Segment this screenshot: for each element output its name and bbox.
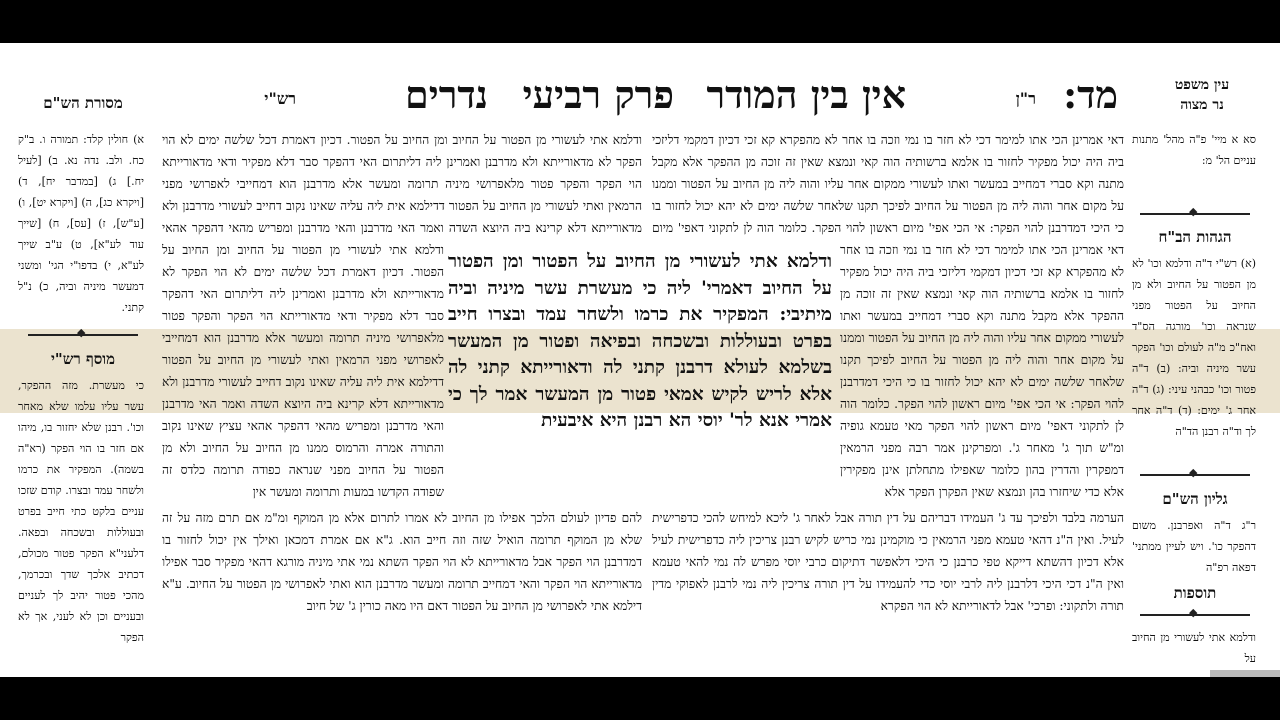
section-divider <box>1140 210 1250 218</box>
rashi-paragraph-side: ודלמא אתי לעשורי מן הפטור על החיוב ומן החיוב על הפטור. דכיון דאמרת דכל שלשה ימים לא הוי הפקר לא מדאורייתא ולא מדרבנן ואמרינן ליה דליתרום האי דהפקר סבר דלא מפקיר ודאי מדאורייתא הוי הפקר והפקר פטור מלאפרושי מיניה תרומה ומעשר אלא מדרבנן הוא דמחייבי לאפרושי מפני הרמאין ואתי לעשורי מן החיוב על הפטור דדילמא אית ליה עליה שאינו נקוב דחייב לעשורי מדרבנן ולא מדאורייתא דלא קרינא ביה היוצא השדה ואמר האי מדרבנן והאי מדרבנן ומפריש מהאי דהפקר אהאי עציץ שאינו נקוב והתורה אמרה והרמוס ממנו מן החיוב על החיוב ולא מן הפטור על החיוב מפני שנראה כפודה תרומה כלדס זה שפודה הקדשו במעות ותרומה ומעשר אין <box>162 243 444 499</box>
section-divider <box>1140 611 1250 619</box>
ran-text-top <box>652 129 1124 239</box>
rashi-header: רש"י <box>264 89 296 108</box>
section-divider <box>28 331 138 339</box>
gemara-paragraph: ודלמא אתי לעשורי מן החיוב על הפטור ומן הפטור על החיוב דאמרי' ליה כי מעשרת עשר מיניה וביה מיתיבי: המפקיר את כרמו ולשחר עמד ובצרו חייב בפרט ובעוללות ובשכחה ובפיאה ופטור מן המעשר בשלמא לעולא דרבנן קתני לה ודאורייתא קתני לה אלא לריש לקיש אמאי פטור מן המעשר אמר לך כי אמרי אנא לר' יוסי הא רבנן היא איבעית <box>448 251 832 431</box>
tractate-title: אין בין המודר <box>706 72 906 117</box>
gilyon-title: גליון הש"ם <box>1162 490 1228 508</box>
tosafot-title: תוספות <box>1173 584 1217 602</box>
rashi-text-top <box>162 129 642 239</box>
ran-paragraph-bottom: הערמה בלבד ולפיכך עד ג' העמידו דבריהם על דין תורה אבל לאחר ג' ליכא למיחש להכי כדפרישית לעיל. ואין ה"נ דהאי טעמא מפני הרמאין כי מוקמינן נמי כריש לקיש רבנן צריכין ליה כדפרישית לעיל אלא דכיון דהשתא דייקא טפי כרבנן כי היכי דלאפשר דתיקום כרבי יוסי מפרש לה נמי להאי טעמא ואין ה"נ דכי היכי דלרבנן ליה לרבי יוסי כדי להעמידו על דין תורה צריכין ליה נמי לרבנן לאפוקי מדין תורה ולתקוני: ופרכי' אבל לדאורייתא לא הוי הפקרא <box>652 511 1124 613</box>
talmud-page <box>0 43 1280 677</box>
mesorat-text <box>18 129 144 329</box>
rashi-text-bottom <box>162 507 642 677</box>
tractate-name: נדרים <box>405 72 488 117</box>
chapter-name: פרק רביעי <box>522 72 674 117</box>
section-divider <box>1140 471 1250 479</box>
rashi-paragraph-top: ודלמא אתי לעשורי מן הפטור על החיוב ומן החיוב על הפטור. דכיון דאמרת דכל שלשה ימים לא הוי הפקר לא מדאורייתא ולא מדרבנן ואמרינן ליה דליתרום האי דהפקר סבר דלא מפקיר ודאי מדאורייתא הוי הפקר והפקר פטור מלאפרושי מיניה תרומה ומעשר אלא מדרבנן הוא דמחייבי לאפרושי מפני הרמאין ואתי לעשורי מן החיוב על הפטור דדילמא אית ליה עליה שאינו נקוב דחייב לעשורי מדרבנן ולא מדאורייתא דלא קרינא ביה היוצא השדה ואמר האי מדרבנן והאי מדרבנן ומפריש מהאי דהפקר אהאי <box>162 133 642 235</box>
musaf-text <box>18 375 144 677</box>
page-number: מד: <box>1063 72 1118 117</box>
video-control-edge <box>1210 670 1280 677</box>
ran-paragraph-side: דאי אמרינן הכי אתו למימר דכי לא חזר בו נמי וזכה בו אחר לא מהפקרא קא זכי דכיון דמקמי דליזכי ביה היה יכול מפקיר לחזור בו אלמא ברשותיה הוה קאי ונמצא שאין זה זוכה מן ההפקר אלא מקבל מתנה וקא סברי דמחייב במעשר ואתו לעשורי ממקום אחר עליו והוה ליה מן החיוב על הפטור וממנו על מקום אחר והוה ליה מן הפטור על החיוב לפיכך תקנו שלאחר שלשה ימים לא יהא יכול לחזור בו כי היכי דמדרבנן להוי הפקר: אי הכי אפי' מיום ראשון להוי הפקר. כלומר הוה לן לתקוני דאפי' מיום ראשון להוי הפקר מאי טעמא גופיה ומ"ש תוך ג' מאחר ג'. ומפרקינן אמר רבה מפני הרמאין דמפקרין והדרין בהון כלומר שאפילו מתחלתן אינן מפקירין אלא כדי שיחזרו בהן ונמצא שאין הפקרן הפקר אלא <box>840 243 1124 499</box>
haggahot-text <box>1132 253 1256 463</box>
musaf-entry: כי מעשרת. מזה ההפקר, עשר עליו עלמו שלא מאחר וכו'. רבנן שלא יחזור בו, מיהו אם חזר בו הוי הפקר (רא"ה בשמה). המפקיר את כרמו ולשחר עמד ובצרו. קודם שזכו עניים בלקט כתי חייב בפרט ובעוללות ובשכחה ובפאה. דלעני"א הפקר פטור מכולם, דכתיב אלכך שדך ובכרמך, מהכי פטור יהיב לך לעניים ובעניים וכן לא לעני, אך לא הפקר <box>18 379 144 644</box>
ein-mishpat-text <box>1132 129 1256 193</box>
ran-text-bottom <box>652 507 1124 677</box>
ran-text-side <box>840 239 1124 505</box>
gemara-main-text <box>448 249 832 501</box>
ran-paragraph-top: דאי אמרינן הכי אתו למימר דכי לא חזר בו נמי וזכה בו אחר לא מהפקרא קא זכי דכיון דמקמי דליזכי ביה היה יכול מפקיר לחזור בו אלמא ברשותיה הוה קאי ונמצא שאין זה זוכה מן ההפקר אלא מקבל מתנה וקא סברי דמחייב במעשר ואתו לעשורי ממקום אחר עליו והוה ליה מן החיוב על הפטור וממנו על מקום אחר והוה ליה מן הפטור על החיוב לפיכך תקנו שלאחר שלשה ימים לא יהא יכול לחזור בו כי היכי דמדרבנן להוי הפקר: אי הכי אפי' מיום ראשון להוי הפקר. כלומר הוה לן לתקוני דאפי' מיום <box>652 133 1124 235</box>
mesorat-entry: א) חולין קלד: תמורה ו. ב"ק כח. ולב. נדה נא. ב) [לעיל יח.] ג) [במדבר יח], ד) [ויקרא כג], ה) [ויקרא יט], ו) [ע"ש], ז) [עס], ח) [שייך עוד לע"א], ט) ע"ב שייך לע"א, י) בדפו"י הגי' ומשני דמעשר מיניה וביה, כ) נ"ל קתני. <box>18 133 144 314</box>
ran-header: ר"ן <box>1015 89 1036 108</box>
haggahot-entry: (א) רש"י ד"ה ודלמא וכו' לא מן הפטור על החיוב ולא מן החיוב על הפטור מפני שנראה וכו' מורגה הס"ד ואח"כ מ"ה לעולם וכו' הפקר עשר מיניה וביה: (ב) ד"ה פטור וכו' כבהני עיני: (ג) ד"ה אחר ג' ימים: (ד) ד"ה אחר לך וד"ה רבנן הד"ה <box>1132 257 1256 438</box>
ein-mishpat-header: עין משפט נר מצוה <box>1174 77 1230 113</box>
gilyon-text <box>1132 515 1256 579</box>
tosafot-entry: ודלמא אתי לעשורי מן החיוב על <box>1132 631 1256 665</box>
haggahot-title: הגהות הב"ח <box>1158 228 1232 246</box>
rashi-text-side <box>162 239 444 505</box>
ein-mishpat-entry: סא א מיי' פ"ה מהל' מתנות עניים הל' מ: <box>1132 133 1256 167</box>
rashi-paragraph-bottom: להם פדיון לעולם הלכך אפילו מן החיוב לא אמרו לתרום אלא מן המוקף ומ"מ אם תרם מזה על זה שלא מן המוקף תרומה הואיל שזה וזה חייב הוא. ג"א אם אמרת דמכאן ואילך אין יכול לחזור בו דמדרבנן הוי הפקר אבל מדאורייתא לא הוי הפקר השתא נמי אתי מיניה מורגא דהאי מפקיר סבר אפילו מדאורייתא הוי הפקר והאי דמחייב תרומה ומעשר מדרבנן הוא ואתי לאפרושי מן הפטור על החיוב. ע"א דילמא אתי לאפרושי מן החיוב על הפטור דאם היו מאה כורין ג' של חיוב <box>162 511 642 613</box>
mesorat-header: מסורת הש"ם <box>43 94 123 112</box>
musaf-title: מוסף רש"י <box>51 350 115 368</box>
gilyon-entry: ר"ג ד"ה ואפרבנן. משום דהפקר כו'. ויש לעיין ממתני' דפאה רפ"ה <box>1132 519 1256 574</box>
